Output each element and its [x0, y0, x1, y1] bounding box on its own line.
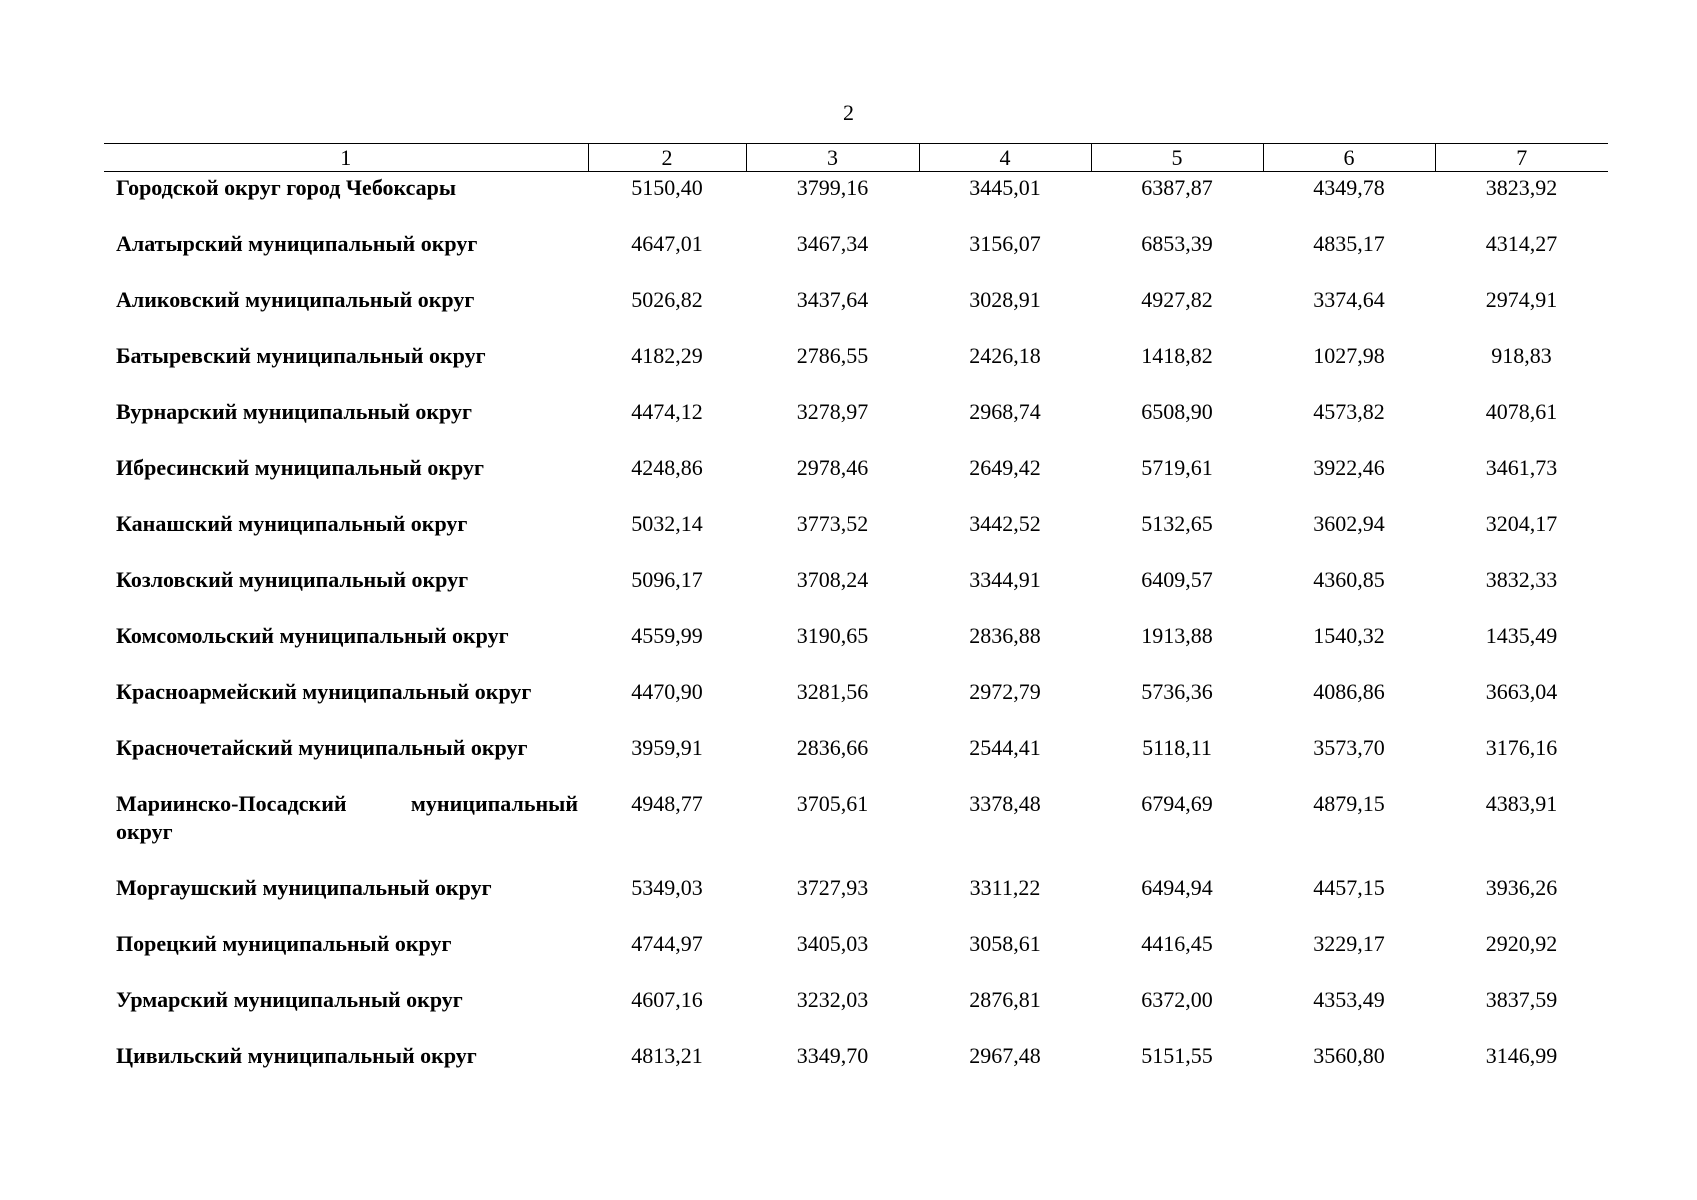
- row-value-col-7: 2974,91: [1485, 287, 1558, 312]
- row-value-col-2: 4813,21: [631, 1043, 703, 1068]
- row-value-col-4: 3311,22: [969, 875, 1041, 900]
- table-row: [104, 1042, 1608, 1098]
- row-value-col-4: 3156,07: [969, 231, 1041, 256]
- table-body: [104, 172, 1608, 1099]
- table-row: [104, 622, 1608, 678]
- row-value-col-5: 4416,45: [1141, 931, 1213, 956]
- row-value-col-4: 2426,18: [969, 343, 1041, 368]
- row-value-col-3: 3281,56: [796, 679, 869, 704]
- column-header-2: 2: [588, 144, 746, 172]
- row-value-col-5: 5132,65: [1141, 511, 1213, 536]
- row-value-col-7: 3823,92: [1485, 175, 1558, 200]
- row-name: Аликовский муниципальный округ: [116, 287, 475, 312]
- row-value-col-7: 3146,99: [1485, 1043, 1558, 1068]
- row-value-col-2: 5349,03: [631, 875, 703, 900]
- row-value-col-5: 5118,11: [1142, 735, 1212, 760]
- table-row: [104, 398, 1608, 454]
- row-value-col-4: 3378,48: [969, 791, 1041, 816]
- row-name: Цивильский муниципальный округ: [116, 1043, 477, 1068]
- row-value-col-6: 4086,86: [1313, 679, 1385, 704]
- row-value-col-3: 3467,34: [796, 231, 869, 256]
- row-value-col-7: 4314,27: [1485, 231, 1558, 256]
- column-header-4: 4: [919, 144, 1091, 172]
- table-row: [104, 566, 1608, 622]
- row-value-col-3: 3437,64: [796, 287, 869, 312]
- row-value-col-2: 4948,77: [631, 791, 703, 816]
- table-row: [104, 874, 1608, 930]
- row-value-col-6: 3602,94: [1313, 511, 1385, 536]
- row-value-col-2: 4470,90: [631, 679, 703, 704]
- table-header: [104, 144, 1608, 172]
- row-value-col-6: 3560,80: [1313, 1043, 1385, 1068]
- data-table: [104, 143, 1608, 1098]
- header-row: [104, 144, 1608, 172]
- row-name: Вурнарский муниципальный округ: [116, 399, 472, 424]
- row-name: Красноармейский муниципальный округ: [116, 679, 532, 704]
- row-value-col-4: 3442,52: [969, 511, 1041, 536]
- row-value-col-3: 3232,03: [796, 987, 869, 1012]
- row-value-col-3: 3705,61: [796, 791, 869, 816]
- row-value-col-4: 2972,79: [969, 679, 1041, 704]
- row-value-col-5: 5719,61: [1141, 455, 1213, 480]
- row-name: Красночетайский муниципальный округ: [116, 735, 528, 760]
- column-header-1: 1: [104, 144, 588, 172]
- row-value-col-2: 5032,14: [631, 511, 703, 536]
- row-value-col-7: 3663,04: [1485, 679, 1558, 704]
- row-value-col-5: 6372,00: [1141, 987, 1213, 1012]
- row-value-col-2: 5150,40: [631, 175, 703, 200]
- row-value-col-3: 2836,66: [796, 735, 869, 760]
- row-value-col-6: 4349,78: [1313, 175, 1385, 200]
- row-value-col-5: 1418,82: [1141, 343, 1213, 368]
- row-value-col-6: 4457,15: [1313, 875, 1385, 900]
- row-name: Ибресинский муниципальный округ: [116, 455, 484, 480]
- table-row: [104, 734, 1608, 790]
- row-value-col-5: 6794,69: [1141, 791, 1213, 816]
- row-value-col-3: 3349,70: [796, 1043, 869, 1068]
- row-value-col-2: 4607,16: [631, 987, 703, 1012]
- table-row: [104, 286, 1608, 342]
- row-value-col-6: 3573,70: [1313, 735, 1385, 760]
- row-name: Порецкий муниципальный округ: [116, 931, 452, 956]
- table-row: [104, 790, 1608, 874]
- row-value-col-7: 3461,73: [1485, 455, 1558, 480]
- row-value-col-7: 3176,16: [1485, 735, 1558, 760]
- row-value-col-5: 4927,82: [1141, 287, 1213, 312]
- row-value-col-7: 3832,33: [1485, 567, 1558, 592]
- table-row: [104, 342, 1608, 398]
- row-value-col-6: 1540,32: [1313, 623, 1385, 648]
- page-number: 2: [843, 100, 854, 125]
- row-name: Батыревский муниципальный округ: [116, 343, 486, 368]
- row-value-col-3: 3799,16: [796, 175, 869, 200]
- row-value-col-3: 2786,55: [796, 343, 869, 368]
- table-row: [104, 986, 1608, 1042]
- table-row: [104, 510, 1608, 566]
- table-row: [104, 172, 1608, 231]
- column-header-5: 5: [1091, 144, 1263, 172]
- row-value-col-5: 1913,88: [1141, 623, 1213, 648]
- table-row: [104, 930, 1608, 986]
- row-value-col-6: 3229,17: [1313, 931, 1385, 956]
- row-name: Моргаушский муниципальный округ: [116, 875, 492, 900]
- row-value-col-2: 4559,99: [631, 623, 703, 648]
- row-value-col-3: 3405,03: [796, 931, 869, 956]
- row-name: Канашский муниципальный округ: [116, 511, 468, 536]
- row-value-col-4: 2544,41: [969, 735, 1041, 760]
- row-value-col-2: 4474,12: [631, 399, 703, 424]
- row-value-col-6: 4835,17: [1313, 231, 1385, 256]
- row-value-col-6: 4360,85: [1313, 567, 1385, 592]
- row-value-col-2: 4182,29: [631, 343, 703, 368]
- row-value-col-4: 2967,48: [969, 1043, 1041, 1068]
- table-row: [104, 678, 1608, 734]
- row-value-col-2: 5096,17: [631, 567, 703, 592]
- row-value-col-7: 3204,17: [1485, 511, 1558, 536]
- row-value-col-7: 3837,59: [1485, 987, 1558, 1012]
- row-value-col-4: 3028,91: [969, 287, 1041, 312]
- row-value-col-5: 6387,87: [1141, 175, 1213, 200]
- column-header-3: 3: [746, 144, 919, 172]
- row-value-col-3: 3773,52: [796, 511, 869, 536]
- column-header-7: 7: [1435, 144, 1608, 172]
- row-value-col-2: 5026,82: [631, 287, 703, 312]
- row-value-col-5: 6853,39: [1141, 231, 1213, 256]
- row-value-col-5: 6494,94: [1141, 875, 1213, 900]
- row-value-col-7: 3936,26: [1485, 875, 1558, 900]
- table-row: [104, 230, 1608, 286]
- row-value-col-5: 5736,36: [1141, 679, 1213, 704]
- row-name: Городской округ город Чебоксары: [116, 175, 457, 200]
- row-value-col-3: 3278,97: [796, 399, 869, 424]
- row-name: Алатырский муниципальный округ: [116, 231, 478, 256]
- row-value-col-6: 4879,15: [1313, 791, 1385, 816]
- row-name: Козловский муниципальный округ: [116, 567, 469, 592]
- row-value-col-3: 3190,65: [796, 623, 869, 648]
- row-value-col-6: 3922,46: [1313, 455, 1385, 480]
- row-name: Комсомольский муниципальный округ: [116, 623, 509, 648]
- row-value-col-7: 4383,91: [1485, 791, 1558, 816]
- row-value-col-2: 3959,91: [631, 735, 703, 760]
- row-value-col-4: 3344,91: [969, 567, 1041, 592]
- row-name: Урмарский муниципальный округ: [116, 987, 463, 1012]
- row-value-col-7: 1435,49: [1485, 623, 1558, 648]
- row-value-col-7: 2920,92: [1485, 931, 1558, 956]
- row-value-col-2: 4248,86: [631, 455, 703, 480]
- row-value-col-2: 4744,97: [631, 931, 703, 956]
- row-value-col-4: 2836,88: [969, 623, 1041, 648]
- row-value-col-4: 2649,42: [969, 455, 1041, 480]
- column-header-6: 6: [1263, 144, 1435, 172]
- row-value-col-7: 918,83: [1491, 343, 1552, 368]
- row-value-col-6: 3374,64: [1313, 287, 1385, 312]
- row-value-col-5: 6409,57: [1141, 567, 1213, 592]
- row-value-col-3: 3708,24: [796, 567, 869, 592]
- row-value-col-4: 2968,74: [969, 399, 1041, 424]
- row-value-col-4: 3058,61: [969, 931, 1041, 956]
- row-value-col-4: 3445,01: [969, 175, 1041, 200]
- table-row: [104, 454, 1608, 510]
- row-value-col-6: 4353,49: [1313, 987, 1385, 1012]
- row-value-col-6: 1027,98: [1313, 343, 1385, 368]
- row-value-col-3: 2978,46: [796, 455, 869, 480]
- row-value-col-5: 6508,90: [1141, 399, 1213, 424]
- row-value-col-2: 4647,01: [631, 231, 703, 256]
- row-value-col-7: 4078,61: [1485, 399, 1558, 424]
- row-value-col-4: 2876,81: [969, 987, 1041, 1012]
- row-name: Мариинско-Посадский муниципальный округ: [116, 791, 578, 844]
- row-value-col-5: 5151,55: [1141, 1043, 1213, 1068]
- row-value-col-6: 4573,82: [1313, 399, 1385, 424]
- row-value-col-3: 3727,93: [796, 875, 869, 900]
